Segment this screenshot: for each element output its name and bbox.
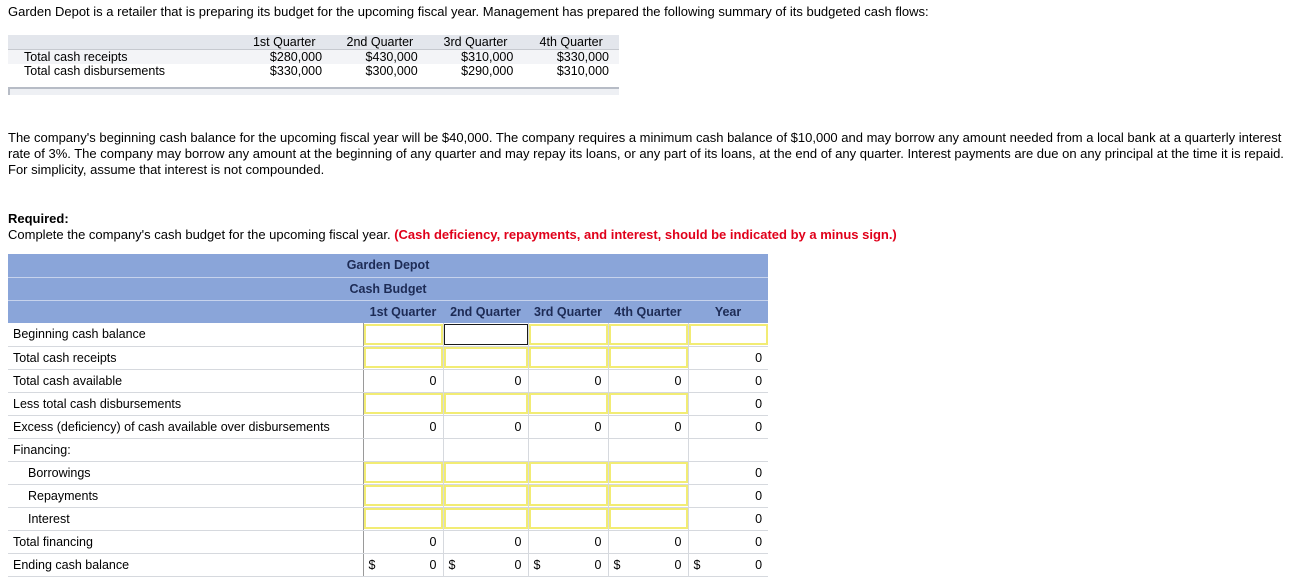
budget-cell <box>608 553 688 576</box>
budget-input-field[interactable] <box>444 324 528 345</box>
summary-value: $300,000 <box>365 64 418 78</box>
summary-scroll-bar[interactable] <box>8 87 619 95</box>
budget-cell <box>528 323 608 346</box>
budget-input-field[interactable] <box>444 347 528 368</box>
budget-cell <box>608 392 688 415</box>
currency-symbol: $ <box>448 557 456 572</box>
budget-input-field[interactable] <box>529 508 608 529</box>
budget-value: 0 <box>755 465 763 480</box>
summary-value: $280,000 <box>236 50 332 65</box>
budget-cell <box>363 553 443 576</box>
budget-cell <box>528 507 608 530</box>
budget-row-label: Ending cash balance <box>8 553 363 576</box>
budget-input-field[interactable] <box>609 347 688 368</box>
budget-cell <box>363 530 443 553</box>
budget-cell <box>443 553 528 576</box>
budget-cell <box>528 438 608 461</box>
budget-value: 0 <box>755 350 763 365</box>
budget-input-field[interactable] <box>609 508 688 529</box>
summary-header-q3: 3rd Quarter <box>428 35 524 50</box>
budget-row-label: Total financing <box>8 530 363 553</box>
budget-cell <box>528 461 608 484</box>
budget-header-q4: 4th Quarter <box>608 300 688 323</box>
currency-symbol: $ <box>533 557 541 572</box>
budget-row <box>8 438 768 461</box>
budget-cell <box>443 323 528 346</box>
budget-cell <box>688 461 768 484</box>
budget-input-field[interactable] <box>529 347 608 368</box>
budget-header-q2: 2nd Quarter <box>443 300 528 323</box>
summary-value: $310,000 <box>556 64 609 78</box>
budget-cell <box>608 507 688 530</box>
budget-cell <box>363 438 443 461</box>
budget-row-label: Excess (deficiency) of cash available over disbursements <box>8 415 363 438</box>
budget-value: 0 <box>429 373 437 388</box>
budget-cell <box>363 369 443 392</box>
currency-symbol: $ <box>368 557 376 572</box>
budget-cell <box>608 415 688 438</box>
budget-cell <box>528 415 608 438</box>
budget-value: 0 <box>594 419 602 434</box>
budget-cell <box>363 392 443 415</box>
budget-input-field[interactable] <box>364 393 443 414</box>
budget-cell <box>443 461 528 484</box>
budget-header-q3: 3rd Quarter <box>528 300 608 323</box>
budget-cell <box>528 484 608 507</box>
required-note: (Cash deficiency, repayments, and interest, should be indicated by a minus sign.) <box>394 227 897 242</box>
budget-value: 0 <box>514 534 522 549</box>
budget-cell <box>528 392 608 415</box>
budget-input-field[interactable] <box>529 485 608 506</box>
budget-cell <box>608 484 688 507</box>
budget-value: 0 <box>755 511 763 526</box>
budget-value: 0 <box>674 534 682 549</box>
budget-input-field[interactable] <box>609 485 688 506</box>
summary-value: $330,000 <box>269 64 323 78</box>
budget-row <box>8 369 768 392</box>
budget-header-year: Year <box>688 300 768 323</box>
summary-value: $310,000 <box>428 50 524 65</box>
summary-row-label: Total cash disbursements <box>24 64 166 78</box>
budget-input-field[interactable] <box>529 324 608 345</box>
summary-corner <box>8 35 236 50</box>
summary-row-receipts <box>8 50 619 65</box>
budget-input-field[interactable] <box>609 393 688 414</box>
budget-cell <box>688 392 768 415</box>
budget-cell <box>443 530 528 553</box>
intro-text: Garden Depot is a retailer that is preparing its budget for the upcoming fiscal year. Management has prepared the following summary of its budgeted cash flows: <box>8 4 929 19</box>
budget-cell <box>363 415 443 438</box>
summary-value: $290,000 <box>461 64 514 78</box>
currency-symbol: $ <box>613 557 621 572</box>
budget-cell <box>688 553 768 576</box>
currency-symbol: $ <box>693 557 701 572</box>
budget-input-field[interactable] <box>529 393 608 414</box>
budget-input-field[interactable] <box>364 508 443 529</box>
budget-cell <box>688 530 768 553</box>
cash-flow-summary <box>8 35 619 95</box>
budget-row-label: Repayments <box>8 484 363 507</box>
budget-title: Cash Budget <box>8 277 768 300</box>
budget-input-field[interactable] <box>444 393 528 414</box>
budget-input-field[interactable] <box>609 324 688 345</box>
budget-row <box>8 507 768 530</box>
budget-cell <box>688 507 768 530</box>
budget-row <box>8 323 768 346</box>
budget-company-name: Garden Depot <box>8 254 768 277</box>
budget-cell <box>443 392 528 415</box>
budget-input-field[interactable] <box>364 347 443 368</box>
budget-value: 0 <box>514 419 522 434</box>
budget-cell <box>443 346 528 369</box>
budget-cell <box>688 346 768 369</box>
budget-input-field[interactable] <box>444 462 528 483</box>
budget-value: 0 <box>514 557 522 572</box>
budget-value: 0 <box>674 419 682 434</box>
budget-row-label: Financing: <box>8 438 363 461</box>
budget-row-label: Less total cash disbursements <box>8 392 363 415</box>
budget-value: 0 <box>429 557 437 572</box>
budget-cell <box>363 346 443 369</box>
budget-cell <box>608 323 688 346</box>
budget-value: 0 <box>674 373 682 388</box>
budget-cell <box>688 438 768 461</box>
budget-row-label: Beginning cash balance <box>8 323 363 346</box>
budget-row-label: Total cash available <box>8 369 363 392</box>
summary-value: $430,000 <box>332 50 428 65</box>
budget-cell <box>688 415 768 438</box>
budget-cell <box>363 507 443 530</box>
budget-input-field[interactable] <box>609 462 688 483</box>
budget-cell <box>608 530 688 553</box>
budget-row <box>8 346 768 369</box>
budget-value: 0 <box>594 373 602 388</box>
budget-row <box>8 415 768 438</box>
budget-value: 0 <box>755 488 763 503</box>
budget-cell <box>528 553 608 576</box>
budget-input-field[interactable] <box>529 462 608 483</box>
required-heading: Required: <box>8 211 69 226</box>
cash-budget-table <box>8 254 768 577</box>
budget-cell <box>443 484 528 507</box>
summary-header-q2: 2nd Quarter <box>332 35 428 50</box>
budget-row <box>8 530 768 553</box>
budget-cell <box>528 530 608 553</box>
budget-row <box>8 461 768 484</box>
budget-input-field[interactable] <box>364 324 443 345</box>
budget-value: 0 <box>594 534 602 549</box>
budget-row <box>8 553 768 576</box>
budget-input-field[interactable] <box>364 462 443 483</box>
budget-cell <box>608 346 688 369</box>
budget-value: 0 <box>429 419 437 434</box>
budget-cell <box>608 461 688 484</box>
budget-cell <box>363 323 443 346</box>
budget-value: 0 <box>755 396 763 411</box>
budget-cell <box>688 484 768 507</box>
budget-value: 0 <box>674 557 682 572</box>
budget-cell <box>443 369 528 392</box>
budget-header-blank <box>8 300 363 323</box>
budget-input-field[interactable] <box>444 485 528 506</box>
budget-row-label: Borrowings <box>8 461 363 484</box>
budget-value: 0 <box>755 373 763 388</box>
budget-cell <box>443 507 528 530</box>
budget-input-field[interactable] <box>444 508 528 529</box>
budget-input-field[interactable] <box>364 485 443 506</box>
budget-cell <box>688 369 768 392</box>
required-instruction: Complete the company's cash budget for the upcoming fiscal year. <box>8 227 391 242</box>
budget-value: 0 <box>755 419 763 434</box>
budget-cell <box>443 415 528 438</box>
budget-value: 0 <box>594 557 602 572</box>
budget-input-field[interactable] <box>689 324 769 345</box>
summary-header-q1: 1st Quarter <box>236 35 332 50</box>
budget-cell <box>608 369 688 392</box>
budget-row-label: Total cash receipts <box>8 346 363 369</box>
budget-cell <box>688 323 768 346</box>
summary-header-q4: 4th Quarter <box>523 35 619 50</box>
budget-value: 0 <box>429 534 437 549</box>
budget-cell <box>363 484 443 507</box>
summary-row-label: Total cash receipts <box>8 50 236 65</box>
summary-row-disbursements <box>8 64 619 78</box>
budget-value: 0 <box>514 373 522 388</box>
budget-value: 0 <box>755 557 763 572</box>
budget-cell <box>363 461 443 484</box>
budget-row <box>8 392 768 415</box>
budget-cell <box>528 369 608 392</box>
budget-cell <box>528 346 608 369</box>
problem-paragraph: The company's beginning cash balance for the upcoming fiscal year will be $40,000. The company requires a minimum cash balance of $10,000 and may borrow any amount needed from a local bank at a quarterly interest rate of 3%. The company may borrow any amount at the beginning of any quarter and may repay its loans, or any part of its loans, at the end of any quarter. Interest payments are due on any principal at the time it is repaid. For simplicity, assume that interest is not compounded. <box>8 130 1284 177</box>
required-instruction-line <box>8 227 897 243</box>
budget-row-label: Interest <box>8 507 363 530</box>
budget-value: 0 <box>755 534 763 549</box>
budget-header-q1: 1st Quarter <box>363 300 443 323</box>
budget-cell <box>443 438 528 461</box>
summary-value: $330,000 <box>523 50 619 65</box>
budget-row <box>8 484 768 507</box>
budget-cell <box>608 438 688 461</box>
required-section <box>8 211 897 243</box>
